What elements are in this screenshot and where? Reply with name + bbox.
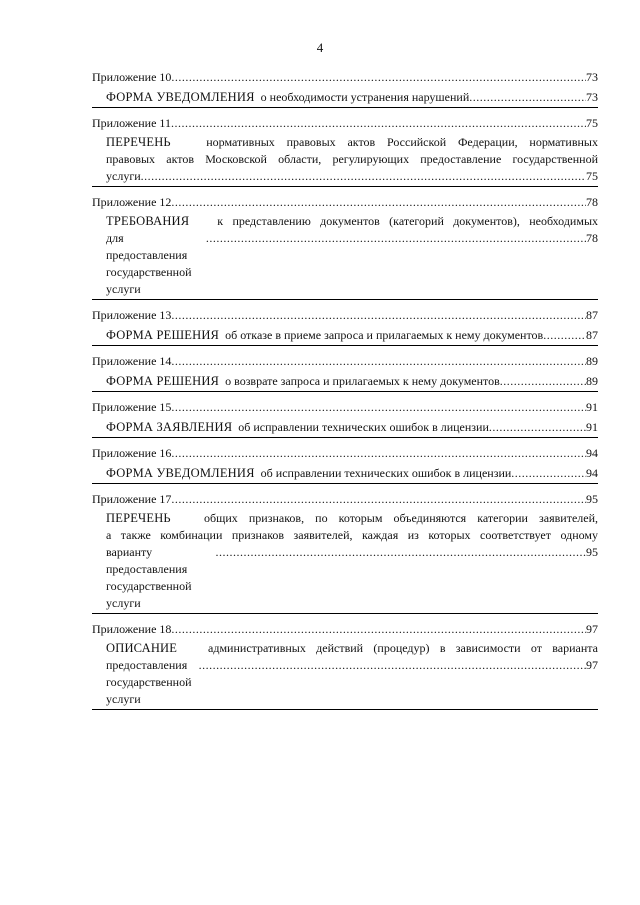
toc-sub-line[interactable] bbox=[92, 417, 598, 437]
toc-entry-appendix-13 bbox=[92, 305, 598, 346]
table-of-contents bbox=[92, 67, 598, 710]
page-ref: 89 bbox=[586, 374, 598, 388]
dot-leader bbox=[171, 67, 586, 87]
dot-leader bbox=[500, 371, 586, 391]
sub-text-line: для предоставления государственной услуги ..... 78 bbox=[106, 230, 598, 298]
sub-keyword: ОПИСАНИЕ bbox=[106, 641, 178, 655]
dot-leader bbox=[171, 351, 586, 371]
dot-leader bbox=[171, 305, 586, 325]
appendix-title: Приложение 12 bbox=[92, 195, 172, 209]
toc-sub-line[interactable] bbox=[92, 325, 598, 345]
sub-text: об отказе в приеме запроса и прилагаемых к нему документов bbox=[225, 328, 544, 342]
appendix-title: Приложение 18 bbox=[92, 622, 172, 636]
sub-text: о необходимости устранения нарушений bbox=[260, 90, 470, 104]
sub-text-line: ПЕРЕЧЕНЬ нормативных правовых актов Российской Федерации, нормативных bbox=[106, 135, 598, 149]
appendix-title: Приложение 11 bbox=[92, 116, 171, 130]
appendix-title: Приложение 13 bbox=[92, 308, 172, 322]
toc-sub-line[interactable] bbox=[92, 463, 598, 483]
page-ref: 75 bbox=[586, 116, 598, 130]
page-ref: 78 bbox=[586, 231, 598, 245]
sub-text-line: услуги ..... 75 bbox=[106, 168, 598, 185]
toc-sub-block[interactable] bbox=[92, 133, 598, 186]
sub-keyword: ФОРМА УВЕДОМЛЕНИЯ bbox=[106, 466, 255, 480]
sub-keyword: ФОРМА УВЕДОМЛЕНИЯ bbox=[106, 90, 255, 104]
toc-appendix-line[interactable] bbox=[92, 305, 598, 325]
dot-leader bbox=[171, 619, 586, 639]
sub-text: о возврате запроса и прилагаемых к нему документов bbox=[225, 374, 500, 388]
sub-text-line: ОПИСАНИЕ административных действий (процедур) в зависимости от варианта bbox=[106, 641, 598, 655]
page-number: 4 bbox=[316, 40, 324, 55]
sub-keyword: ПЕРЕЧЕНЬ bbox=[106, 135, 171, 149]
toc-sub-block[interactable] bbox=[92, 639, 598, 709]
toc-sub-line[interactable] bbox=[92, 371, 598, 391]
sub-text-line: а также комбинации признаков заявителей, каждая из которых соответствует одному bbox=[106, 528, 598, 542]
toc-entry-appendix-16 bbox=[92, 443, 598, 484]
sub-keyword: ФОРМА ЗАЯВЛЕНИЯ bbox=[106, 420, 233, 434]
dot-leader bbox=[511, 463, 586, 483]
dot-leader bbox=[215, 544, 586, 561]
sub-keyword: ПЕРЕЧЕНЬ bbox=[106, 511, 171, 525]
sub-text-line: ПЕРЕЧЕНЬ общих признаков, по которым объединяются категории заявителей, bbox=[106, 511, 599, 525]
appendix-title: Приложение 16 bbox=[92, 446, 172, 460]
sub-keyword: ФОРМА РЕШЕНИЯ bbox=[106, 328, 220, 342]
toc-appendix-line[interactable] bbox=[92, 113, 598, 133]
toc-sub-block[interactable] bbox=[92, 212, 598, 299]
dot-leader bbox=[171, 443, 586, 463]
sub-text-line: ТРЕБОВАНИЯ к представлению документов (категорий документов), необходимых bbox=[106, 214, 598, 228]
page-ref: 97 bbox=[586, 622, 598, 636]
toc-appendix-line[interactable] bbox=[92, 619, 598, 639]
dot-leader bbox=[199, 657, 586, 674]
appendix-title: Приложение 15 bbox=[92, 400, 172, 414]
sub-text: об исправлении технических ошибок в лицензии bbox=[238, 420, 489, 434]
toc-appendix-line[interactable] bbox=[92, 397, 598, 417]
toc-entry-appendix-14 bbox=[92, 351, 598, 392]
toc-appendix-line[interactable] bbox=[92, 351, 598, 371]
dot-leader bbox=[141, 168, 586, 185]
page-ref: 95 bbox=[586, 492, 598, 506]
dot-leader bbox=[171, 192, 586, 212]
page-ref: 94 bbox=[586, 466, 598, 480]
dot-leader bbox=[469, 87, 586, 107]
page-ref: 73 bbox=[586, 90, 598, 104]
dot-leader bbox=[206, 230, 586, 247]
page-ref: 89 bbox=[586, 354, 598, 368]
toc-appendix-line[interactable] bbox=[92, 67, 598, 87]
toc-sub-block[interactable] bbox=[92, 509, 598, 613]
toc-sub-line[interactable] bbox=[92, 87, 598, 107]
page-ref: 91 bbox=[586, 400, 598, 414]
sub-keyword: ФОРМА РЕШЕНИЯ bbox=[106, 374, 220, 388]
page-ref: 94 bbox=[586, 446, 598, 460]
toc-appendix-line[interactable] bbox=[92, 443, 598, 463]
dot-leader bbox=[171, 397, 586, 417]
dot-leader bbox=[489, 417, 586, 437]
toc-entry-appendix-10 bbox=[92, 67, 598, 108]
appendix-title: Приложение 14 bbox=[92, 354, 172, 368]
sub-keyword: ТРЕБОВАНИЯ bbox=[106, 214, 190, 228]
toc-entry-appendix-12 bbox=[92, 192, 598, 300]
dot-leader bbox=[543, 325, 586, 345]
dot-leader bbox=[171, 489, 586, 509]
page-ref: 78 bbox=[586, 195, 598, 209]
toc-entry-appendix-15 bbox=[92, 397, 598, 438]
page-ref: 91 bbox=[586, 420, 598, 434]
page-ref: 97 bbox=[586, 658, 598, 672]
page-ref: 95 bbox=[586, 545, 598, 559]
dot-leader bbox=[171, 113, 586, 133]
toc-entry-appendix-18 bbox=[92, 619, 598, 710]
appendix-title: Приложение 17 bbox=[92, 492, 172, 506]
page-ref: 87 bbox=[586, 328, 598, 342]
sub-text-line: предоставления государственной услуги ..... 97 bbox=[106, 657, 598, 708]
page-ref: 75 bbox=[586, 169, 598, 183]
toc-entry-appendix-11 bbox=[92, 113, 598, 187]
appendix-title: Приложение 10 bbox=[92, 70, 172, 84]
page-ref: 87 bbox=[586, 308, 598, 322]
sub-text-line: варианту предоставления государственной услуги ..... 95 bbox=[106, 544, 598, 612]
toc-entry-appendix-17 bbox=[92, 489, 598, 614]
toc-appendix-line[interactable] bbox=[92, 192, 598, 212]
toc-appendix-line[interactable] bbox=[92, 489, 598, 509]
sub-text: об исправлении технических ошибок в лицензии bbox=[260, 466, 512, 480]
page-ref: 73 bbox=[586, 70, 598, 84]
sub-text-line: правовых актов Московской области, регулирующих предоставление государственной bbox=[106, 152, 598, 166]
